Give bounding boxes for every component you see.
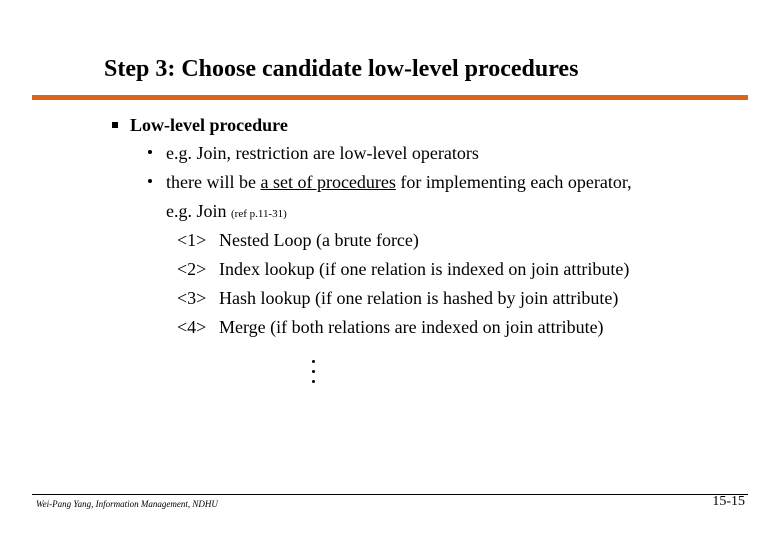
sub-bullet-2-post: for implementing each operator, <box>395 172 632 192</box>
join-example: e.g. Join <box>166 201 231 221</box>
procedure-text: Merge (if both relations are indexed on join attribute) <box>219 317 604 337</box>
sub-bullet-1: e.g. Join, restriction are low-level operators <box>166 143 479 163</box>
procedure-number: <4> <box>177 317 207 337</box>
sub-bullet-2-underlined: a set of procedures <box>260 172 396 192</box>
sub-bullet-2-pre: there will be <box>166 172 261 192</box>
title-rule <box>32 95 748 100</box>
bullet-dot-icon <box>148 150 152 154</box>
square-bullet-icon <box>112 122 118 128</box>
procedure-text: Index lookup (if one relation is indexed on join attribute) <box>219 259 630 279</box>
reference-note: (ref p.11-31) <box>231 208 287 220</box>
bullet-dot-icon <box>148 179 152 183</box>
procedure-number: <1> <box>177 230 207 250</box>
procedure-item <box>177 317 604 338</box>
procedure-item <box>177 288 618 309</box>
sub-bullet-2-continuation <box>166 201 287 222</box>
procedure-item <box>177 259 629 280</box>
bullet-label: Low-level procedure <box>130 115 288 135</box>
page-number: 15-15 <box>712 494 745 509</box>
slide-title: Step 3: Choose candidate low-level procedures <box>104 56 579 82</box>
procedure-text: Hash lookup (if one relation is hashed by join attribute) <box>219 288 619 308</box>
procedure-number: <2> <box>177 259 207 279</box>
vertical-ellipsis-icon <box>312 360 315 383</box>
procedure-text: Nested Loop (a brute force) <box>219 230 419 250</box>
sub-bullet-2 <box>166 172 632 193</box>
footer-author: Wei-Pang Yang, Information Management, NDHU <box>36 499 218 509</box>
procedure-number: <3> <box>177 288 207 308</box>
footer-rule <box>32 494 748 495</box>
procedure-item <box>177 230 419 251</box>
